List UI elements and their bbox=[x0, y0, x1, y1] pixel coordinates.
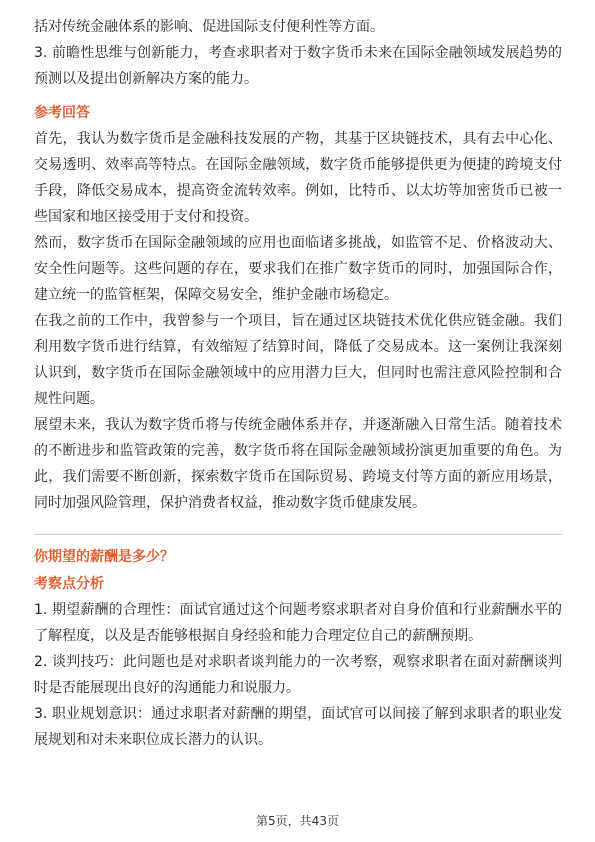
page-content bbox=[34, 14, 562, 753]
reference-paragraph-3: 在我之前的工作中，我曾参与一个项目，旨在通过区块链技术优化供应链金融。我们利用数字货币进行结算，有效缩短了结算时间，降低了交易成本。这一案例让我深刻认识到，数字货币在国际金融领域中的应用潜力巨大，但同时也需注意风险控制和合规性问题。 bbox=[34, 313, 562, 407]
intro-line-1: 括对传统金融体系的影响、促进国际支付便利性等方面。 bbox=[34, 19, 384, 35]
intro-line-2: 3. 前瞻性思维与创新能力，考查求职者对于数字货币未来在国际金融领域发展趋势的预测以及提出创新解决方案的能力。 bbox=[34, 45, 562, 87]
reference-paragraph-4: 展望未来，我认为数字货币将与传统金融体系并存，并逐渐融入日常生活。随着技术的不断进步和监管政策的完善，数字货币将在国际金融领域扮演更加重要的角色。为此，我们需要不断创新，探索数字货币在国际贸易、跨境支付等方面的新应用场景，同时加强风险管理，保护消费者权益，推动数字货币健康发展。 bbox=[34, 417, 562, 511]
page-number-footer: 第5页，共43页 bbox=[256, 814, 339, 828]
reference-answer-heading: 参考回答 bbox=[34, 105, 90, 121]
analysis-point-2: 2. 谈判技巧：此问题也是对求职者谈判能力的一次考察，观察求职者在面对薪酬谈判时是否能展现出良好的沟通能力和说服力。 bbox=[34, 654, 562, 696]
section-divider bbox=[34, 534, 562, 535]
question-title: 你期望的薪酬是多少？ bbox=[34, 549, 174, 565]
reference-paragraph-2: 然而，数字货币在国际金融领域的应用也面临诸多挑战，如监管不足、价格波动大、安全性问题等。这些问题的存在，要求我们在推广数字货币的同时，加强国际合作，建立统一的监管框架，保障交易安全，维护金融市场稳定。 bbox=[34, 235, 562, 303]
analysis-heading: 考察点分析 bbox=[34, 576, 104, 592]
reference-paragraph-1: 首先，我认为数字货币是金融科技发展的产物，其基于区块链技术，具有去中心化、交易透明、效率高等特点。在国际金融领域，数字货币能够提供更为便捷的跨境支付手段，降低交易成本，提高资金流转效率。例如，比特币、以太坊等加密货币已被一些国家和地区接受用于支付和投资。 bbox=[34, 131, 562, 225]
analysis-point-1: 1. 期望薪酬的合理性：面试官通过这个问题考察求职者对自身价值和行业薪酬水平的了解程度，以及是否能够根据自身经验和能力合理定位自己的薪酬预期。 bbox=[34, 602, 562, 644]
analysis-point-3: 3. 职业规划意识：通过求职者对薪酬的期望，面试官可以间接了解到求职者的职业发展规划和对未来职位成长潜力的认识。 bbox=[34, 706, 562, 748]
